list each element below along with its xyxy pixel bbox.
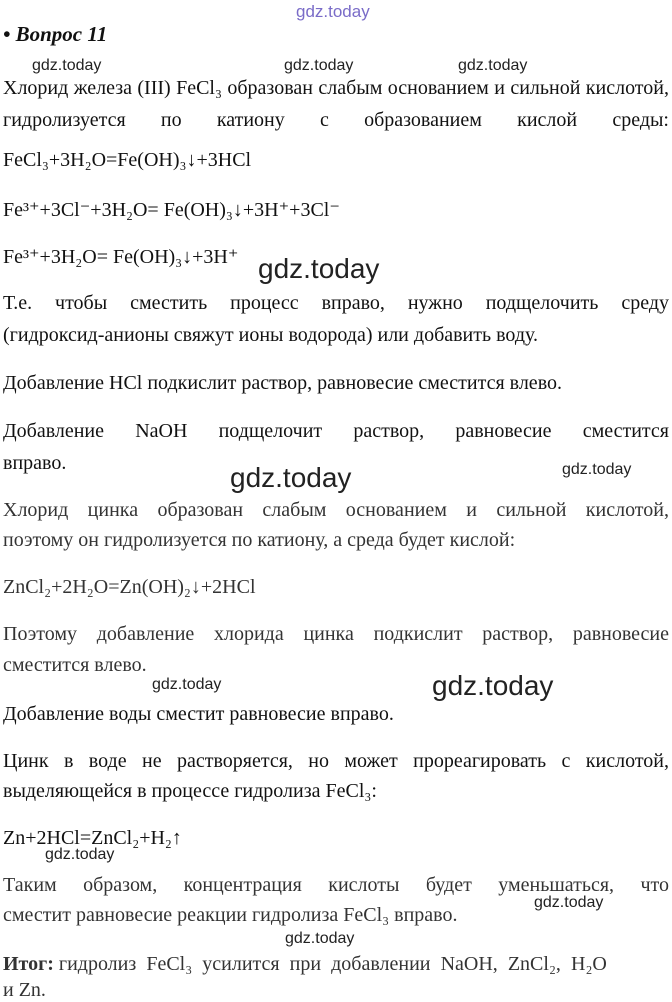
paragraph-conclusion-line2: сместит равновесие реакции гидролиза FeCl₃ вправо. [3,904,458,926]
watermark: gdz.today [562,461,632,478]
paragraph-zncl2-line2: поэтому он гидролизуется по катиону, а среда будет кислой: [3,529,516,551]
paragraph-shift-right-line2: (гидроксид-анионы свяжут ионы водорода) или добавить воду. [3,324,539,346]
paragraph-fecl3-hydrolysis: Хлорид железа (III) FeCl₃ образован слабым основанием и сильной кислотой, гидролизуется по катиону с образованием кислой среды: [3,77,669,131]
question-title: • Вопрос 11 [3,22,108,46]
paragraph-zncl2-line1: Хлорид цинка образован слабым основанием и сильной кислотой, [3,499,669,521]
watermark: gdz.today [152,676,222,693]
equation-zinc: Zn+2HCl=ZnCl₂+H₂↑ [3,827,182,849]
paragraph-naoh-line2: вправо. [3,452,67,474]
paragraph-zinc-line1: Цинк в воде не растворяется, но может прореагировать с кислотой, [3,750,669,772]
paragraph-shift-right-line1: Т.е. чтобы сместить процесс вправо, нужно подщелочить среду [3,292,669,314]
equation-molecular: FeCl₃+3H₂O=Fe(OH)₃↓+3HCl [3,149,252,171]
watermark: gdz.today [284,57,354,74]
watermark: gdz.today [458,57,528,74]
equation-short-ionic: Fe³⁺+3H₂O= Fe(OH)₃↓+3H⁺ [3,246,239,268]
watermark: gdz.today [45,846,115,863]
watermark: gdz.today [32,57,102,74]
summary-label: Итог: [3,953,54,975]
paragraph-water: Добавление воды сместит равновесие вправо. [3,703,394,725]
equation-zncl2: ZnCl₂+2H₂O=Zn(OH)₂↓+2HCl [3,576,256,598]
summary-line1 [3,952,669,976]
watermark: gdz.today [432,670,554,701]
paragraph-zncl2-effect-line1: Поэтому добавление хлорида цинка подкислит раствор, равновесие [3,623,669,645]
paragraph-hcl: Добавление HCl подкислит раствор, равновесие сместится влево. [3,372,562,394]
equation-full-ionic: Fe³⁺+3Cl⁻+3H₂O= Fe(OH)₃↓+3H⁺+3Cl⁻ [3,199,340,221]
watermark: gdz.today [285,930,355,947]
watermark: gdz.today [258,253,380,284]
paragraph-conclusion-line1: Таким образом, концентрация кислоты будет уменьшаться, что [3,874,669,896]
paragraph-zncl2-effect-line2: сместится влево. [3,654,147,676]
summary-line2: и Zn. [3,979,46,1001]
watermark: gdz.today [534,894,604,911]
summary-text: гидролиз FeCl₃ усилится при добавлении NaOH, ZnCl₂, H₂O [58,953,607,975]
paragraph-zinc-line2: выделяющейся в процессе гидролиза FeCl₃: [3,780,377,802]
paragraph-naoh-line1: Добавление NaOH подщелочит раствор, равновесие сместится [3,420,669,442]
watermark: gdz.today [230,462,352,493]
watermark-top: gdz.today [296,2,370,21]
